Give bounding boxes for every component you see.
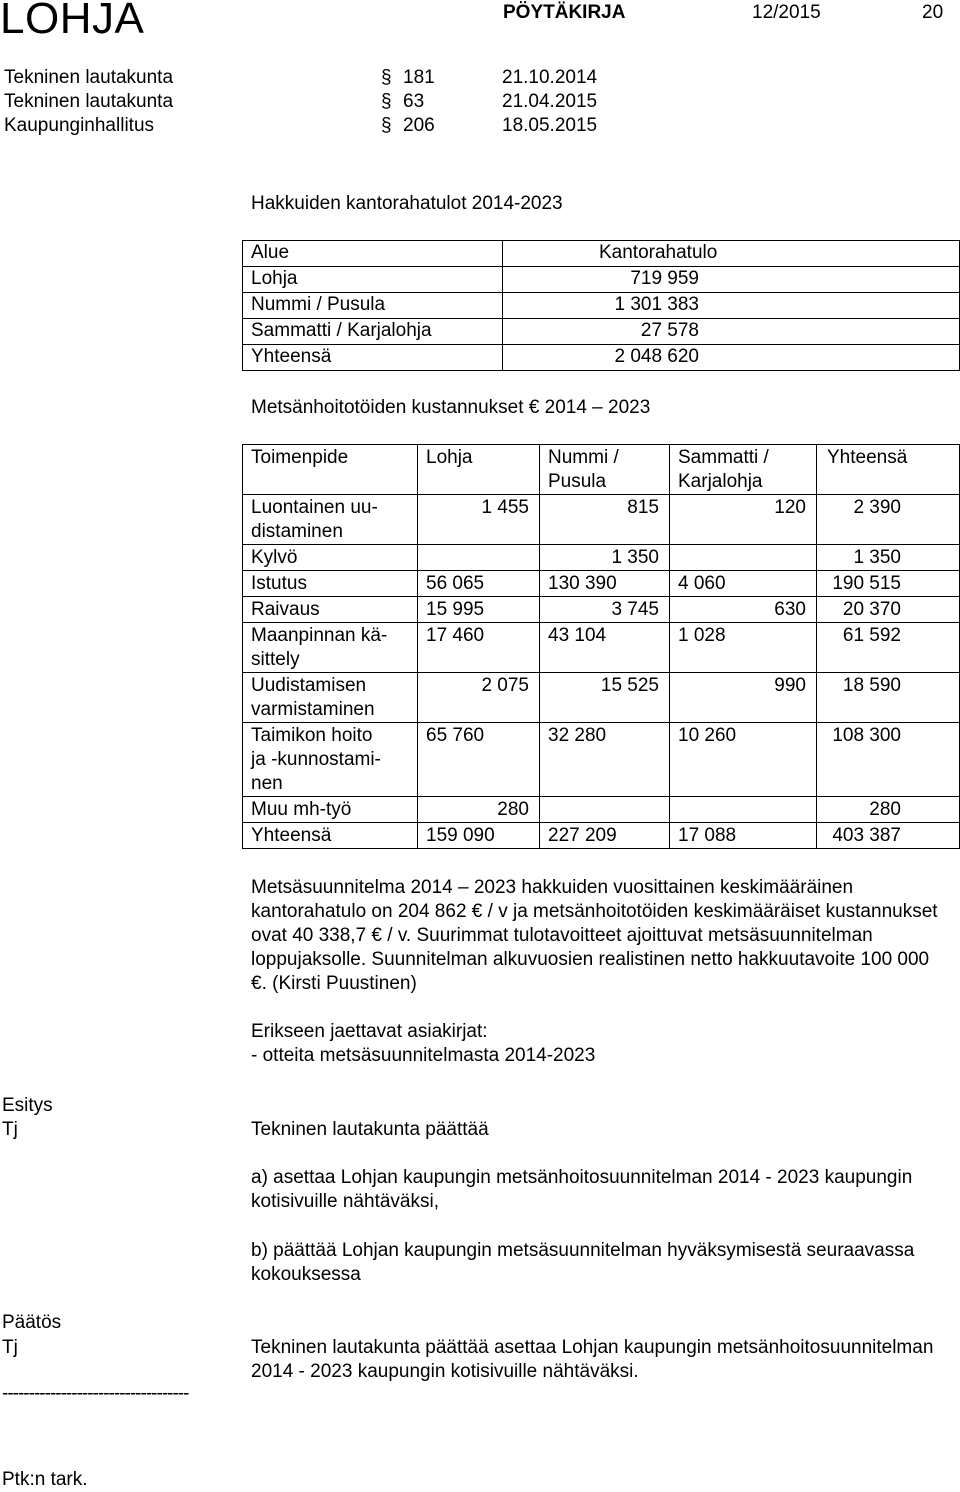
decision-text: Tekninen lautakunta päättää asettaa Lohjan kaupungin metsänhoitosuunnitelman 2014 - 2023 kaupungin kotisivuille nähtäväksi.: [251, 1337, 934, 1382]
lohja-cell: 17 460: [418, 623, 540, 673]
sammatti-karjalohja-cell: 4 060: [670, 571, 817, 597]
total-cell: 108 300: [817, 723, 960, 797]
header-cell: Nummi / Pusula: [540, 445, 670, 495]
reference-date: 21.10.2014: [502, 67, 598, 88]
nummi-pusula-cell: 815: [540, 495, 670, 545]
reference-row: [4, 90, 704, 114]
area-cell: Nummi / Pusula: [243, 293, 503, 319]
measure-cell: Maanpinnan kä- sittely: [243, 623, 418, 673]
total-cell: 18 590: [817, 673, 960, 723]
cost-table: [242, 444, 960, 849]
page-number: 20: [922, 2, 944, 23]
nummi-pusula-cell: 32 280: [540, 723, 670, 797]
sammatti-karjalohja-cell: [670, 797, 817, 823]
document-type: PÖYTÄKIRJA: [503, 2, 626, 23]
sammatti-karjalohja-cell: 17 088: [670, 823, 817, 849]
lohja-cell: 65 760: [418, 723, 540, 797]
total-cell: 403 387: [817, 823, 960, 849]
table-row: [243, 267, 960, 293]
nummi-pusula-cell: 43 104: [540, 623, 670, 673]
sammatti-karjalohja-cell: 120: [670, 495, 817, 545]
proposal-intro: Tekninen lautakunta päättää: [251, 1119, 489, 1140]
reference-row: [4, 114, 704, 138]
section-sign: §: [381, 67, 392, 88]
lohja-cell: 15 995: [418, 597, 540, 623]
attachment-item: - otteita metsäsuunnitelmasta 2014-2023: [251, 1045, 596, 1066]
table-row: [243, 293, 960, 319]
area-cell: Yhteensä: [243, 345, 503, 371]
table-row: [243, 673, 960, 723]
table-row: [243, 345, 960, 371]
reference-date: 18.05.2015: [502, 115, 598, 136]
reference-number: 63: [403, 91, 425, 112]
sammatti-karjalohja-cell: 10 260: [670, 723, 817, 797]
lohja-cell: 280: [418, 797, 540, 823]
reference-number: 181: [403, 67, 435, 88]
total-cell: 1 350: [817, 545, 960, 571]
measure-cell: Luontainen uu- distaminen: [243, 495, 418, 545]
measure-cell: Raivaus: [243, 597, 418, 623]
proposal-presenter: Tj: [2, 1119, 18, 1140]
decision-presenter: Tj: [2, 1337, 18, 1358]
total-cell: 20 370: [817, 597, 960, 623]
header-cell: Sammatti / Karjalohja: [670, 445, 817, 495]
table2-title: Metsänhoitotöiden kustannukset € 2014 – 2023: [251, 397, 651, 418]
revenue-table: [242, 240, 960, 371]
proposal-item-b: b) päättää Lohjan kaupungin metsäsuunnitelman hyväksymisestä seuraavassa kokouksessa: [251, 1240, 915, 1285]
table-row: [243, 545, 960, 571]
nummi-pusula-cell: 3 745: [540, 597, 670, 623]
table-row: [243, 495, 960, 545]
reference-body: Tekninen lautakunta: [4, 67, 174, 88]
reference-date: 21.04.2015: [502, 91, 598, 112]
section-sign: §: [381, 115, 392, 136]
measure-cell: Istutus: [243, 571, 418, 597]
total-cell: 61 592: [817, 623, 960, 673]
lohja-logo: LOHJA: [0, 0, 145, 43]
sammatti-karjalohja-cell: 630: [670, 597, 817, 623]
lohja-cell: 159 090: [418, 823, 540, 849]
nummi-pusula-cell: 130 390: [540, 571, 670, 597]
nummi-pusula-cell: 227 209: [540, 823, 670, 849]
table-header-row: [243, 241, 960, 267]
area-cell: Sammatti / Karjalohja: [243, 319, 503, 345]
measure-cell: Taimikon hoito ja -kunnostami- nen: [243, 723, 418, 797]
table1-title: Hakkuiden kantorahatulot 2014-2023: [251, 193, 563, 214]
header-cell: Toimenpide: [243, 445, 418, 495]
lohja-cell: 1 455: [418, 495, 540, 545]
table-row: [243, 319, 960, 345]
nummi-pusula-cell: 15 525: [540, 673, 670, 723]
separator-line: -----------------------------------: [2, 1383, 189, 1404]
revenue-cell: 2 048 620: [503, 345, 960, 371]
table-row: [243, 571, 960, 597]
summary-paragraph: Metsäsuunnitelma 2014 – 2023 hakkuiden vuosittainen keskimääräinen kantorahatulo on 204 862 € / v ja metsänhoitotöiden keskimääräiset kustannukset ovat 40 338,7 € / v. Suurimmat tulotavoitteet ajoittuvat metsäsuunnitelman loppujaksolle. Suunnitelman alkuvuosien realistinen netto hakkuutavoite 100 000 €. (Kirsti Puustinen): [251, 877, 938, 994]
reference-row: [4, 66, 704, 90]
measure-cell: Uudistamisen varmistaminen: [243, 673, 418, 723]
table-row: [243, 597, 960, 623]
reference-number: 206: [403, 115, 435, 136]
revenue-cell: 719 959: [503, 267, 960, 293]
lohja-cell: [418, 545, 540, 571]
area-cell: Lohja: [243, 267, 503, 293]
nummi-pusula-cell: [540, 797, 670, 823]
lohja-cell: 56 065: [418, 571, 540, 597]
header-cell: Yhteensä: [817, 445, 960, 495]
measure-cell: Kylvö: [243, 545, 418, 571]
header-cell: Alue: [243, 241, 503, 267]
table-row: [243, 623, 960, 673]
table-header-row: [243, 445, 960, 495]
header-cell: Kantorahatulo: [503, 241, 960, 267]
sammatti-karjalohja-cell: 1 028: [670, 623, 817, 673]
attachments-title: Erikseen jaettavat asiakirjat:: [251, 1021, 488, 1042]
measure-cell: Yhteensä: [243, 823, 418, 849]
decision-label: Päätös: [2, 1312, 62, 1333]
reference-body: Tekninen lautakunta: [4, 91, 174, 112]
header-cell: Lohja: [418, 445, 540, 495]
proposal-label: Esitys: [2, 1095, 53, 1116]
footer-text: Ptk:n tark.: [2, 1469, 88, 1490]
total-cell: 280: [817, 797, 960, 823]
total-cell: 190 515: [817, 571, 960, 597]
issue-number: 12/2015: [752, 2, 821, 23]
table-row: [243, 797, 960, 823]
revenue-cell: 27 578: [503, 319, 960, 345]
sammatti-karjalohja-cell: [670, 545, 817, 571]
table-row: [243, 723, 960, 797]
revenue-cell: 1 301 383: [503, 293, 960, 319]
sammatti-karjalohja-cell: 990: [670, 673, 817, 723]
lohja-cell: 2 075: [418, 673, 540, 723]
table-total-row: [243, 823, 960, 849]
section-sign: §: [381, 91, 392, 112]
proposal-item-a: a) asettaa Lohjan kaupungin metsänhoitosuunnitelman 2014 - 2023 kaupungin kotisivuille nähtäväksi,: [251, 1167, 913, 1212]
measure-cell: Muu mh-työ: [243, 797, 418, 823]
nummi-pusula-cell: 1 350: [540, 545, 670, 571]
total-cell: 2 390: [817, 495, 960, 545]
reference-body: Kaupunginhallitus: [4, 115, 155, 136]
